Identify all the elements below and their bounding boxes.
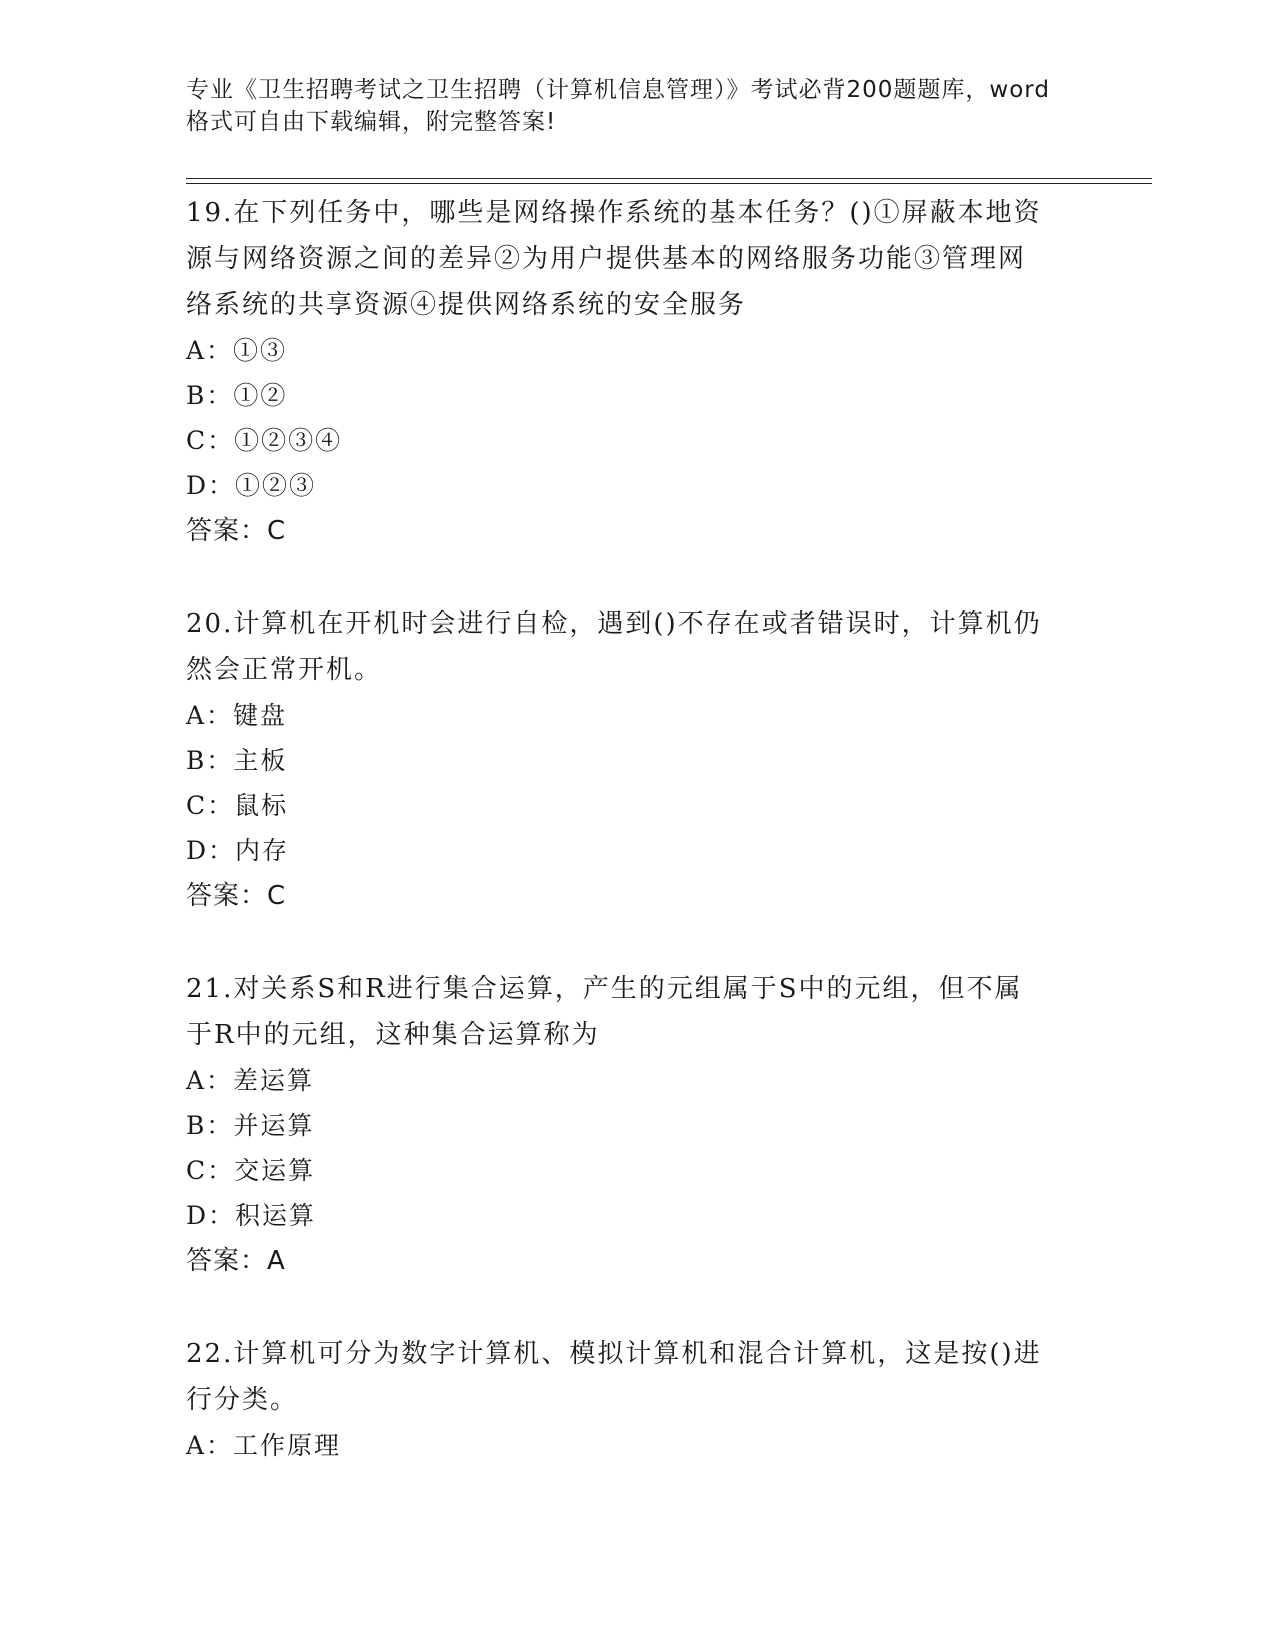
question-line: 于R中的元组，这种集合运算称为 <box>186 1020 600 1050</box>
question-line: 源与网络资源之间的差异②为用户提供基本的网络服务功能③管理网 <box>186 244 1027 274</box>
option-a: A：键盘 <box>186 701 288 730</box>
spacer <box>186 919 1086 966</box>
question-19 <box>186 190 1086 554</box>
option-a: A：差运算 <box>186 1066 315 1095</box>
answer: 答案：C <box>186 881 287 911</box>
answer: 答案：A <box>186 1246 286 1276</box>
option-a: A：①③ <box>186 336 288 365</box>
option-d: D：积运算 <box>186 1201 317 1230</box>
option-d: D：内存 <box>186 836 290 865</box>
question-21 <box>186 966 1086 1284</box>
option-b: B：并运算 <box>186 1111 315 1140</box>
option-b: B：①② <box>186 381 288 410</box>
document-header <box>186 74 1086 138</box>
question-22 <box>186 1331 1086 1468</box>
question-20 <box>186 601 1086 919</box>
question-line: 行分类。 <box>186 1385 299 1415</box>
option-d: D：①②③ <box>186 471 317 500</box>
header-line-2: 格式可自由下载编辑，附完整答案! <box>186 109 557 135</box>
question-text <box>186 190 1086 328</box>
question-text <box>186 966 1086 1058</box>
option-a: A：工作原理 <box>186 1431 342 1460</box>
question-line: 22.计算机可分为数字计算机、模拟计算机和混合计算机，这是按()进 <box>186 1339 1042 1369</box>
question-line: 然会正常开机。 <box>186 655 383 685</box>
question-text <box>186 1331 1086 1423</box>
answer: 答案：C <box>186 516 287 546</box>
spacer <box>186 1284 1086 1331</box>
header-divider-bottom <box>186 183 1152 184</box>
option-b: B：主板 <box>186 746 288 775</box>
option-c: C：交运算 <box>186 1156 316 1185</box>
option-c: C：鼠标 <box>186 791 289 820</box>
question-text <box>186 601 1086 693</box>
question-line: 络系统的共享资源④提供网络系统的安全服务 <box>186 290 747 320</box>
option-c: C：①②③④ <box>186 426 343 455</box>
header-line-1: 专业《卫生招聘考试之卫生招聘（计算机信息管理）》考试必背200题题库，word <box>186 77 1050 103</box>
question-list <box>186 190 1086 1468</box>
question-line: 20.计算机在开机时会进行自检，遇到()不存在或者错误时，计算机仍 <box>186 609 1042 639</box>
header-divider-top <box>186 178 1152 179</box>
question-line: 19.在下列任务中，哪些是网络操作系统的基本任务？()①屏蔽本地资 <box>186 198 1042 228</box>
question-line: 21.对关系S和R进行集合运算，产生的元组属于S中的元组，但不属 <box>186 974 1023 1004</box>
spacer <box>186 554 1086 601</box>
